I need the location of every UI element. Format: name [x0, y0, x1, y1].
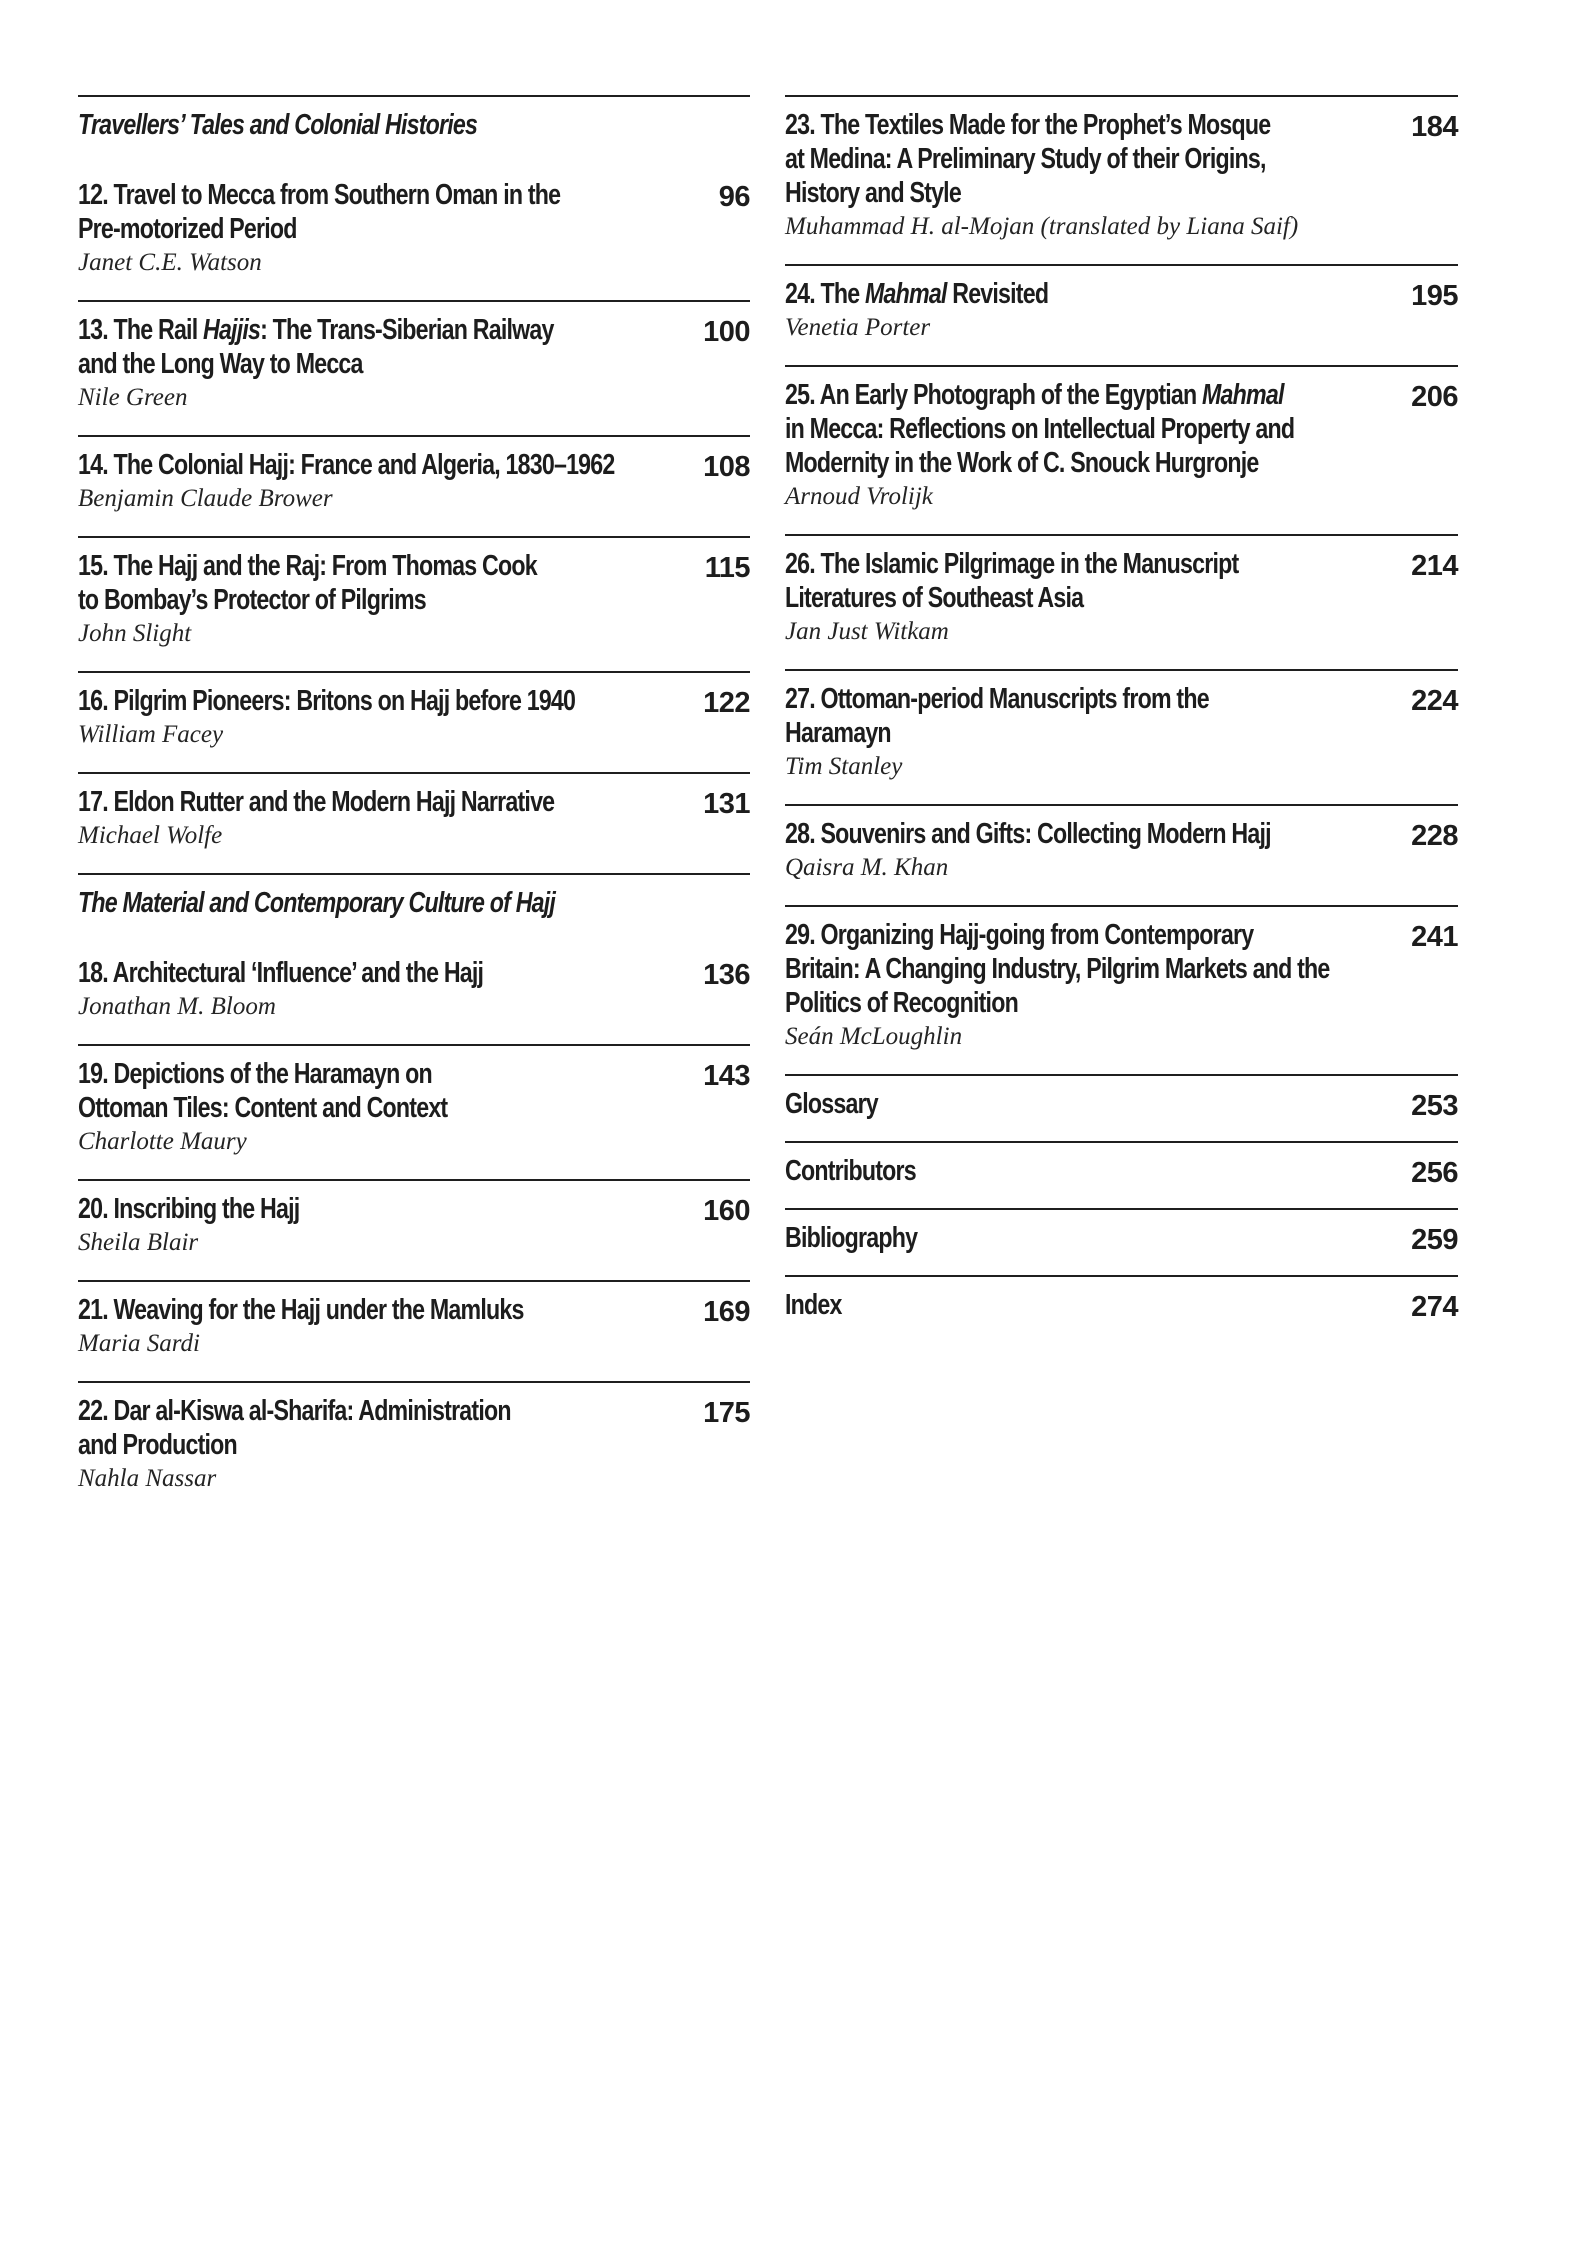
entry-author: Nile Green [78, 384, 188, 411]
toc-entry [78, 1044, 750, 1179]
entry-author: William Facey [78, 721, 224, 748]
entry-title-line: 27. Ottoman-period Manuscripts from the [785, 683, 1209, 715]
entry-page-number: 224 [1411, 685, 1458, 717]
entry-page-number: 143 [703, 1060, 750, 1092]
entry-page-number: 184 [1411, 111, 1458, 143]
entry-page-number: 214 [1411, 550, 1458, 582]
toc-entry [785, 365, 1458, 534]
entry-title-line: 21. Weaving for the Hajj under the Mamluks [78, 1294, 524, 1326]
entry-title-line: 13. The Rail Hajjis: The Trans-Siberian Railway [78, 314, 554, 346]
entry-page-number: 100 [703, 316, 750, 348]
entry-page-number: 136 [703, 959, 750, 991]
entry-author: Muhammad H. al-Mojan (translated by Liana Saif) [785, 213, 1299, 240]
section-heading: Travellers’ Tales and Colonial Histories [78, 109, 478, 141]
entry-page-number: 228 [1411, 820, 1458, 852]
toc-entry [785, 95, 1458, 264]
section-heading: The Material and Contemporary Culture of Hajj [78, 887, 556, 919]
entry-title-line: 12. Travel to Mecca from Southern Oman in the [78, 179, 561, 211]
entry-title-line: Pre-motorized Period [78, 213, 297, 245]
entry-author: Sheila Blair [78, 1229, 199, 1256]
entry-title-line: 26. The Islamic Pilgrimage in the Manuscript [785, 548, 1239, 580]
toc-left-column [78, 95, 750, 1516]
entry-title-line: 28. Souvenirs and Gifts: Collecting Modern Hajj [785, 818, 1271, 850]
entry-title-line: Glossary [785, 1088, 878, 1120]
toc-entry [78, 536, 750, 671]
entry-title-line: 20. Inscribing the Hajj [78, 1193, 300, 1225]
entry-author: Tim Stanley [785, 753, 903, 780]
toc-entry [785, 669, 1458, 804]
toc-columns [78, 95, 1458, 1516]
toc-entry [78, 95, 750, 300]
entry-page-number: 115 [704, 552, 750, 584]
entry-page-number: 131 [703, 788, 750, 820]
entry-title-line: 14. The Colonial Hajj: France and Algeria, 1830–1962 [78, 449, 615, 481]
entry-title-line: Bibliography [785, 1222, 918, 1254]
entry-page-number: 259 [1411, 1224, 1458, 1256]
entry-page-number: 195 [1411, 280, 1458, 312]
toc-entry [785, 534, 1458, 669]
toc-entry [78, 1280, 750, 1381]
entry-page-number: 206 [1411, 381, 1458, 413]
toc-entry [78, 1179, 750, 1280]
toc-entry [78, 300, 750, 435]
entry-title-line: Britain: A Changing Industry, Pilgrim Markets and the [785, 953, 1330, 985]
entry-page-number: 274 [1411, 1291, 1458, 1323]
entry-title-line: to Bombay’s Protector of Pilgrims [78, 584, 426, 616]
entry-page-number: 256 [1411, 1157, 1458, 1189]
toc-entry [785, 1141, 1458, 1208]
entry-title-line: Contributors [785, 1155, 916, 1187]
entry-title-line: 19. Depictions of the Haramayn on [78, 1058, 432, 1090]
entry-author: Venetia Porter [785, 314, 931, 341]
toc-entry [78, 1381, 750, 1516]
entry-author: Qaisra M. Khan [785, 854, 949, 881]
entry-title-line: 17. Eldon Rutter and the Modern Hajj Narrative [78, 786, 555, 818]
entry-author: Jonathan M. Bloom [78, 993, 276, 1020]
entry-author: Jan Just Witkam [785, 618, 949, 645]
entry-page-number: 241 [1411, 921, 1458, 953]
entry-title-line: 15. The Hajj and the Raj: From Thomas Cook [78, 550, 537, 582]
entry-title-line: Index [785, 1289, 842, 1321]
entry-page-number: 96 [718, 181, 750, 213]
entry-page-number: 169 [703, 1296, 750, 1328]
entry-title-line: 22. Dar al-Kiswa al-Sharifa: Administration [78, 1395, 511, 1427]
entry-title-line: 24. The Mahmal Revisited [785, 278, 1049, 310]
toc-entry [785, 804, 1458, 905]
entry-author: Benjamin Claude Brower [78, 485, 333, 512]
toc-entry [78, 671, 750, 772]
entry-author: Michael Wolfe [78, 822, 223, 849]
entry-title-line: 23. The Textiles Made for the Prophet’s Mosque [785, 109, 1271, 141]
entry-title-line: and Production [78, 1429, 237, 1461]
toc-right-column [785, 95, 1458, 1516]
entry-title-line: and the Long Way to Mecca [78, 348, 363, 380]
entry-page-number: 122 [703, 687, 750, 719]
entry-author: John Slight [78, 620, 192, 647]
entry-title-line: Ottoman Tiles: Content and Context [78, 1092, 448, 1124]
toc-entry [785, 264, 1458, 365]
toc-entry [785, 905, 1458, 1074]
entry-author: Janet C.E. Watson [78, 249, 262, 276]
entry-author: Arnoud Vrolijk [785, 483, 933, 510]
entry-page-number: 253 [1411, 1090, 1458, 1122]
toc-entry [785, 1208, 1458, 1275]
entry-author: Nahla Nassar [78, 1465, 217, 1492]
entry-title-line: 16. Pilgrim Pioneers: Britons on Hajj before 1940 [78, 685, 576, 717]
entry-title-line: in Mecca: Reflections on Intellectual Property and [785, 413, 1295, 445]
entry-title-line: Politics of Recognition [785, 987, 1018, 1019]
entry-title-line: 18. Architectural ‘Influence’ and the Hajj [78, 957, 484, 989]
entry-title-line: Literatures of Southeast Asia [785, 582, 1084, 614]
entry-title-line: 29. Organizing Hajj-going from Contemporary [785, 919, 1254, 951]
toc-entry [785, 1275, 1458, 1342]
entry-page-number: 175 [703, 1397, 750, 1429]
entry-title-line: History and Style [785, 177, 961, 209]
toc-entry [78, 772, 750, 873]
entry-page-number: 108 [703, 451, 750, 483]
entry-page-number: 160 [703, 1195, 750, 1227]
toc-entry [78, 873, 750, 1044]
entry-author: Seán McLoughlin [785, 1023, 963, 1050]
entry-title-line: at Medina: A Preliminary Study of their Origins, [785, 143, 1266, 175]
entry-author: Charlotte Maury [78, 1128, 247, 1155]
entry-title-line: 25. An Early Photograph of the Egyptian Mahmal [785, 379, 1284, 411]
entry-title-line: Haramayn [785, 717, 891, 749]
toc-entry [78, 435, 750, 536]
entry-author: Maria Sardi [78, 1330, 200, 1357]
toc-entry [785, 1074, 1458, 1141]
entry-title-line: Modernity in the Work of C. Snouck Hurgronje [785, 447, 1259, 479]
